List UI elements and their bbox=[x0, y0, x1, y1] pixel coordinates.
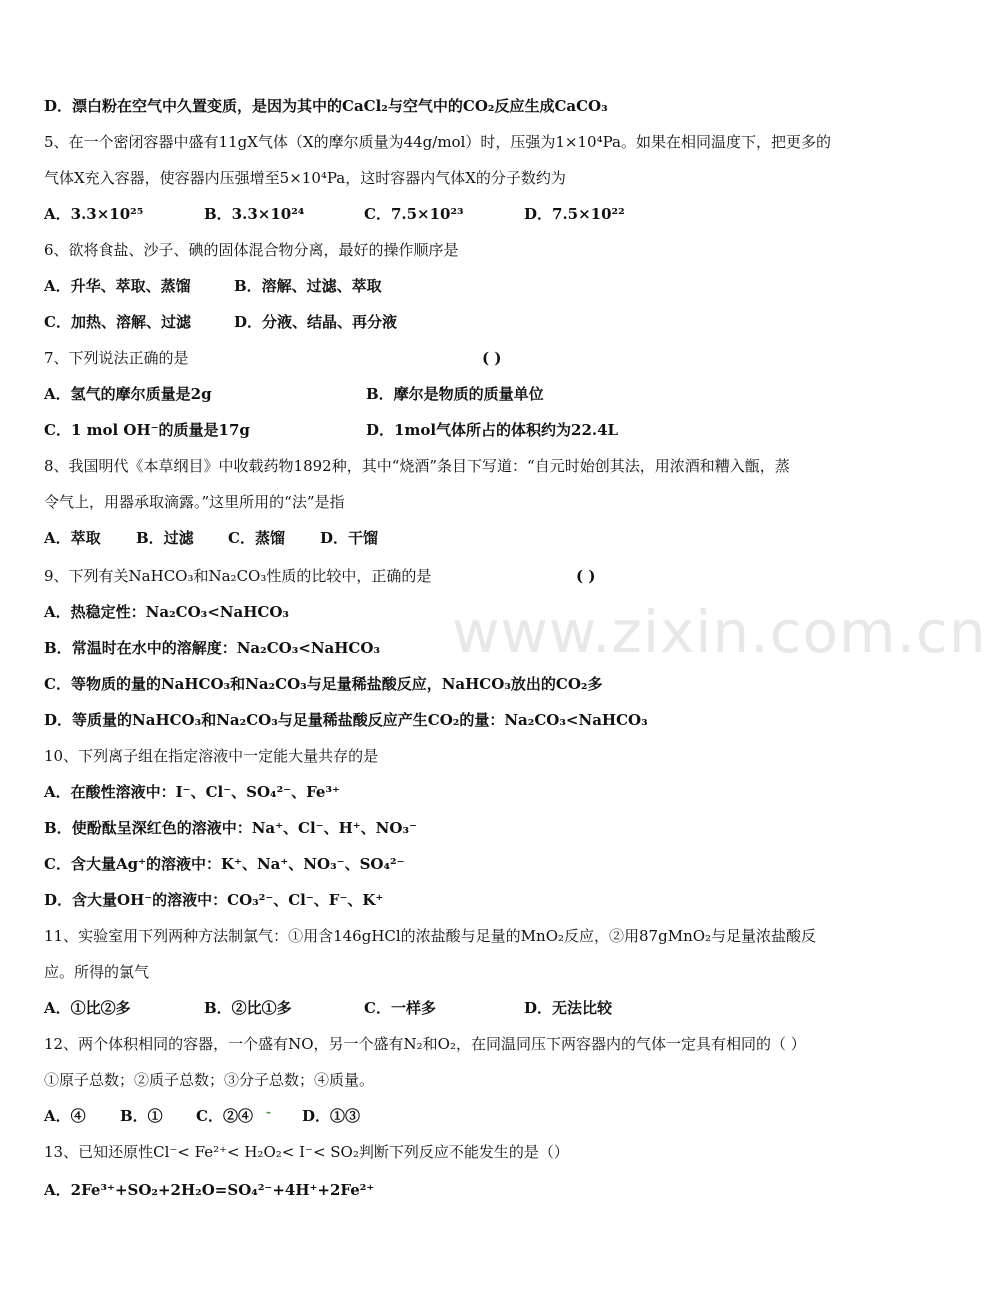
option-label: C． bbox=[44, 855, 71, 873]
option-d: D．7.5×10²² bbox=[524, 205, 625, 223]
option-b: B．3.3×10²⁴ bbox=[204, 205, 305, 223]
question-12-stem-cont bbox=[44, 1070, 880, 1090]
option-c: C．②④ bbox=[196, 1107, 253, 1125]
option-b: B．溶解、过滤、萃取 bbox=[234, 277, 382, 295]
option-c: C．1 mol OH⁻的质量是17g bbox=[44, 421, 250, 439]
question-number: 10、 bbox=[44, 747, 79, 765]
option-a: A．④ bbox=[44, 1107, 86, 1125]
option-a: A．3.3×10²⁵ bbox=[44, 205, 144, 223]
question-text: 下列离子组在指定溶液中一定能大量共存的是 bbox=[78, 747, 379, 765]
question-text: 在一个密闭容器中盛有11gX气体（X的摩尔质量为44g/mol）时，压强为1×10⁴Pa。如果在相同温度下，把更多的 bbox=[68, 133, 831, 151]
question-13-option-a bbox=[44, 1180, 880, 1200]
option-text: 漂白粉在空气中久置变质，是因为其中的CaCl₂与空气中的CO₂反应生成CaCO₃ bbox=[72, 97, 608, 115]
question-text: 欲将食盐、沙子、碘的固体混合物分离，最好的操作顺序是 bbox=[68, 241, 459, 259]
question-text: 令气上，用器承取滴露。”这里所用的“法”是指 bbox=[44, 493, 345, 511]
question-9-option-b bbox=[44, 638, 880, 658]
question-10-option-d bbox=[44, 890, 880, 910]
question-6-stem bbox=[44, 240, 880, 260]
option-a: A．升华、萃取、蒸馏 bbox=[44, 277, 191, 295]
question-11-stem-cont bbox=[44, 962, 880, 982]
option-text: 使酚酞呈深红色的溶液中：Na⁺、Cl⁻、H⁺、NO₃⁻ bbox=[71, 819, 417, 837]
question-text: 实验室用下列两种方法制氯气：①用含146gHCl的浓盐酸与足量的MnO₂反应，②用87gMnO₂与足量浓盐酸反 bbox=[78, 927, 817, 945]
question-text: 气体X充入容器，使容器内压强增至5×10⁴Pa，这时容器内气体X的分子数约为 bbox=[44, 169, 566, 187]
option-b: B．过滤 bbox=[136, 529, 194, 547]
question-13-stem bbox=[44, 1142, 880, 1162]
question-9-stem bbox=[44, 566, 880, 586]
option-d: D．①③ bbox=[302, 1107, 361, 1125]
answer-bracket: ( ) bbox=[482, 349, 502, 367]
question-10-option-c bbox=[44, 854, 880, 874]
option-text: 等质量的NaHCO₃和Na₂CO₃与足量稀盐酸反应产生CO₂的量：Na₂CO₃<NaHCO₃ bbox=[72, 711, 648, 729]
question-text: 下列有关NaHCO₃和Na₂CO₃性质的比较中，正确的是 bbox=[68, 567, 432, 585]
option-text: 含大量OH⁻的溶液中：CO₃²⁻、Cl⁻、F⁻、K⁺ bbox=[72, 891, 384, 909]
question-number: 9、 bbox=[44, 567, 69, 585]
question-number: 12、 bbox=[44, 1035, 79, 1053]
option-text: 在酸性溶液中：I⁻、Cl⁻、SO₄²⁻、Fe³⁺ bbox=[70, 783, 340, 801]
option-text: 热稳定性：Na₂CO₃<NaHCO₃ bbox=[70, 603, 289, 621]
question-8-stem bbox=[44, 456, 880, 476]
watermark: www.zixin.com.cn bbox=[452, 598, 987, 666]
question-8-stem-cont bbox=[44, 492, 880, 512]
option-label: B． bbox=[44, 819, 72, 837]
option-d: D．分液、结晶、再分液 bbox=[234, 313, 398, 331]
option-b: B．摩尔是物质的质量单位 bbox=[366, 385, 544, 403]
question-text: 应。所得的氯气 bbox=[44, 963, 150, 981]
option-c: C．加热、溶解、过滤 bbox=[44, 313, 191, 331]
question-number: 5、 bbox=[44, 133, 69, 151]
option-d: D．1mol气体所占的体积约为22.4L bbox=[366, 421, 619, 439]
question-text: 下列说法正确的是 bbox=[68, 349, 189, 367]
question-7-stem bbox=[44, 348, 880, 368]
option-text: 含大量Ag⁺的溶液中：K⁺、Na⁺、NO₃⁻、SO₄²⁻ bbox=[70, 855, 405, 873]
annotation-mark: - bbox=[266, 1105, 271, 1119]
question-10-option-a bbox=[44, 782, 880, 802]
question-text: ①原子总数；②质子总数；③分子总数；④质量。 bbox=[44, 1071, 375, 1089]
question-text: 已知还原性Cl⁻< Fe²⁺< H₂O₂< I⁻< SO₂判断下列反应不能发生的是（） bbox=[78, 1143, 569, 1161]
question-text: 我国明代《本草纲目》中收载药物1892种，其中“烧酒”条目下写道：“自元时始创其法，用浓酒和糟入甑，蒸 bbox=[68, 457, 790, 475]
option-d: D．干馏 bbox=[320, 529, 379, 547]
option-c: C．一样多 bbox=[364, 999, 436, 1017]
option-c: C．蒸馏 bbox=[228, 529, 285, 547]
option-label: D． bbox=[44, 711, 73, 729]
option-d-prev-question bbox=[44, 96, 880, 116]
option-text: 常温时在水中的溶解度：Na₂CO₃<NaHCO₃ bbox=[71, 639, 381, 657]
option-b: B．②比①多 bbox=[204, 999, 292, 1017]
option-label: D． bbox=[44, 97, 73, 115]
question-11-stem bbox=[44, 926, 880, 946]
question-number: 11、 bbox=[44, 927, 79, 945]
option-label: C． bbox=[44, 675, 71, 693]
option-text: 等物质的量的NaHCO₃和Na₂CO₃与足量稀盐酸反应，NaHCO₃放出的CO₂多 bbox=[70, 675, 603, 693]
option-label: A． bbox=[44, 1181, 71, 1199]
option-d: D．无法比较 bbox=[524, 999, 613, 1017]
question-9-option-a bbox=[44, 602, 880, 622]
question-number: 8、 bbox=[44, 457, 69, 475]
option-a: A．氢气的摩尔质量是2g bbox=[44, 385, 212, 403]
question-10-stem bbox=[44, 746, 880, 766]
question-number: 7、 bbox=[44, 349, 69, 367]
question-12-stem bbox=[44, 1034, 880, 1054]
option-label: D． bbox=[44, 891, 73, 909]
question-9-option-c bbox=[44, 674, 880, 694]
option-b: B．① bbox=[120, 1107, 163, 1125]
question-5-stem-cont bbox=[44, 168, 880, 188]
answer-bracket: ( ) bbox=[576, 567, 596, 585]
option-label: A． bbox=[44, 603, 71, 621]
question-number: 6、 bbox=[44, 241, 69, 259]
option-text: 2Fe³⁺+SO₂+2H₂O=SO₄²⁻+4H⁺+2Fe²⁺ bbox=[70, 1181, 375, 1199]
option-a: A．①比②多 bbox=[44, 999, 131, 1017]
question-number: 13、 bbox=[44, 1143, 79, 1161]
question-10-option-b bbox=[44, 818, 880, 838]
option-label: A． bbox=[44, 783, 71, 801]
question-5-stem bbox=[44, 132, 880, 152]
option-c: C．7.5×10²³ bbox=[364, 205, 464, 223]
question-text: 两个体积相同的容器，一个盛有NO，另一个盛有N₂和O₂，在同温同压下两容器内的气体一定具有相同的（ ） bbox=[78, 1035, 806, 1053]
option-label: B． bbox=[44, 639, 72, 657]
question-9-option-d bbox=[44, 710, 880, 730]
option-a: A．萃取 bbox=[44, 529, 101, 547]
